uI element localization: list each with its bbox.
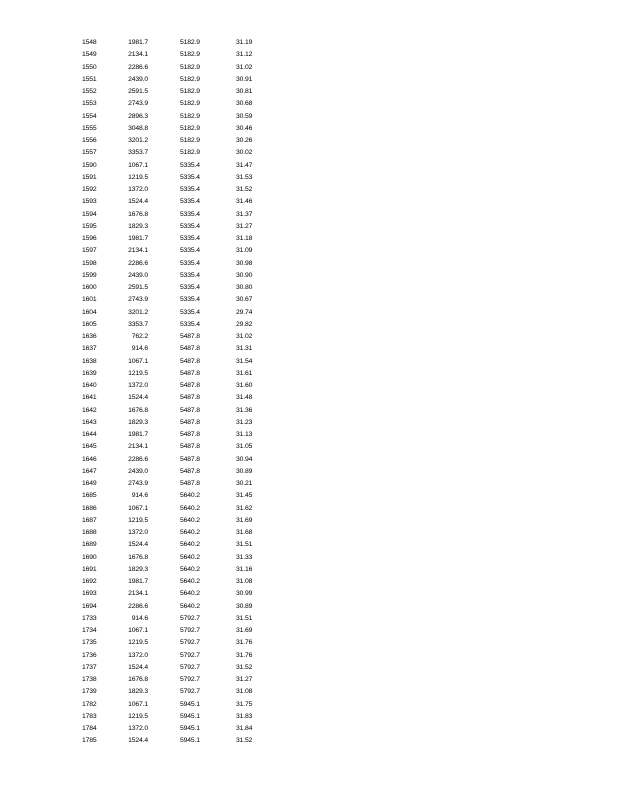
table-row <box>82 429 254 441</box>
row-id-cell: 1735 <box>82 639 97 647</box>
position-cell: 5182.9 <box>180 51 200 59</box>
length-cell: 2286.6 <box>128 63 148 71</box>
value-cell: 31.12 <box>236 51 253 59</box>
length-cell: 1372.0 <box>128 651 148 659</box>
value-cell: 30.59 <box>236 112 253 120</box>
length-cell: 1676.8 <box>128 210 148 218</box>
value-cell: 31.45 <box>236 492 253 500</box>
position-cell: 5945.1 <box>180 725 200 732</box>
table-row <box>82 441 254 453</box>
value-cell: 31.51 <box>236 541 253 549</box>
position-cell: 5182.9 <box>180 100 200 108</box>
table-row <box>82 123 254 135</box>
length-cell: 2134.1 <box>128 247 148 255</box>
position-cell: 5945.1 <box>180 712 200 720</box>
row-id-cell: 1690 <box>82 553 97 561</box>
length-cell: 1981.7 <box>128 39 148 46</box>
value-cell: 31.08 <box>236 688 253 696</box>
table-row <box>82 356 254 368</box>
value-cell: 31.52 <box>236 663 253 671</box>
position-cell: 5640.2 <box>180 602 200 610</box>
length-cell: 1372.0 <box>128 382 148 389</box>
value-cell: 31.54 <box>236 357 253 365</box>
value-cell: 31.27 <box>236 676 253 683</box>
value-cell: 31.48 <box>236 394 253 402</box>
table-row <box>82 699 254 711</box>
length-cell: 1676.8 <box>128 406 148 414</box>
table-row <box>82 368 254 380</box>
row-id-cell: 1552 <box>82 88 97 95</box>
length-cell: 1067.1 <box>128 161 148 169</box>
position-cell: 5487.8 <box>180 418 200 426</box>
value-cell: 31.83 <box>236 712 253 720</box>
length-cell: 1219.5 <box>128 712 148 720</box>
position-cell: 5640.2 <box>180 578 200 585</box>
value-cell: 30.90 <box>236 271 253 279</box>
table-row <box>82 539 254 551</box>
table-row <box>82 392 254 404</box>
value-cell: 31.36 <box>236 406 253 414</box>
length-cell: 762.2 <box>131 333 148 340</box>
position-cell: 5792.7 <box>180 627 200 634</box>
value-cell: 31.76 <box>236 639 253 647</box>
table-row <box>82 307 254 319</box>
value-cell: 31.23 <box>236 418 253 426</box>
table-row <box>82 490 254 502</box>
position-cell: 5487.8 <box>180 345 200 353</box>
position-cell: 5182.9 <box>180 75 200 83</box>
row-id-cell: 1642 <box>82 406 97 414</box>
table-row <box>82 233 254 245</box>
row-id-cell: 1643 <box>82 418 97 426</box>
value-cell: 31.76 <box>236 651 253 659</box>
table-row <box>82 209 254 221</box>
value-cell: 31.75 <box>236 700 253 708</box>
length-cell: 2134.1 <box>128 51 148 59</box>
position-cell: 5487.8 <box>180 333 200 340</box>
row-id-cell: 1593 <box>82 198 97 206</box>
position-cell: 5182.9 <box>180 149 200 157</box>
row-id-cell: 1549 <box>82 51 97 59</box>
position-cell: 5182.9 <box>180 39 200 46</box>
value-cell: 31.52 <box>236 186 253 193</box>
length-cell: 1067.1 <box>128 357 148 365</box>
value-cell: 31.62 <box>236 504 253 512</box>
value-cell: 31.51 <box>236 614 253 622</box>
value-cell: 31.53 <box>236 173 253 181</box>
position-cell: 5182.9 <box>180 124 200 132</box>
length-cell: 2743.9 <box>128 100 148 108</box>
table-row <box>82 674 254 686</box>
length-cell: 2439.0 <box>128 75 148 83</box>
length-cell: 3353.7 <box>128 320 148 328</box>
position-cell: 5335.4 <box>180 222 200 230</box>
table-row <box>82 221 254 233</box>
length-cell: 1219.5 <box>128 516 148 524</box>
row-id-cell: 1645 <box>82 443 97 451</box>
position-cell: 5487.8 <box>180 480 200 487</box>
value-cell: 30.21 <box>236 480 253 487</box>
position-cell: 5487.8 <box>180 431 200 438</box>
position-cell: 5487.8 <box>180 467 200 475</box>
length-cell: 3048.8 <box>128 124 148 132</box>
position-cell: 5640.2 <box>180 590 200 598</box>
row-id-cell: 1692 <box>82 578 97 585</box>
position-cell: 5792.7 <box>180 676 200 683</box>
position-cell: 5335.4 <box>180 271 200 279</box>
row-id-cell: 1554 <box>82 112 97 120</box>
length-cell: 2439.0 <box>128 467 148 475</box>
table-row <box>82 294 254 306</box>
table-row <box>82 515 254 527</box>
row-id-cell: 1600 <box>82 284 97 291</box>
table-row <box>82 405 254 417</box>
table-row <box>82 111 254 123</box>
value-cell: 31.60 <box>236 382 253 389</box>
length-cell: 2439.0 <box>128 271 148 279</box>
row-id-cell: 1551 <box>82 75 97 83</box>
position-cell: 5335.4 <box>180 161 200 169</box>
table-row <box>82 466 254 478</box>
table-row <box>82 711 254 723</box>
table-row <box>82 245 254 257</box>
table-row <box>82 196 254 208</box>
value-cell: 30.89 <box>236 467 253 475</box>
position-cell: 5335.4 <box>180 296 200 304</box>
position-cell: 5487.8 <box>180 455 200 463</box>
position-cell: 5792.7 <box>180 651 200 659</box>
value-cell: 31.47 <box>236 161 253 169</box>
position-cell: 5792.7 <box>180 639 200 647</box>
length-cell: 1829.3 <box>128 418 148 426</box>
length-cell: 1219.5 <box>128 639 148 647</box>
length-cell: 1829.3 <box>128 688 148 696</box>
length-cell: 1981.7 <box>128 431 148 438</box>
position-cell: 5487.8 <box>180 406 200 414</box>
position-cell: 5182.9 <box>180 137 200 144</box>
row-id-cell: 1638 <box>82 357 97 365</box>
value-cell: 31.68 <box>236 529 253 536</box>
row-id-cell: 1596 <box>82 235 97 242</box>
table-row <box>82 331 254 343</box>
value-cell: 30.98 <box>236 259 253 267</box>
length-cell: 2286.6 <box>128 602 148 610</box>
position-cell: 5640.2 <box>180 565 200 573</box>
length-cell: 1067.1 <box>128 700 148 708</box>
value-cell: 31.37 <box>236 210 253 218</box>
table-row <box>82 686 254 698</box>
row-id-cell: 1734 <box>82 627 97 634</box>
value-cell: 31.13 <box>236 431 253 438</box>
row-id-cell: 1595 <box>82 222 97 230</box>
row-id-cell: 1689 <box>82 541 97 549</box>
value-cell: 31.33 <box>236 553 253 561</box>
row-id-cell: 1783 <box>82 712 97 720</box>
table-row <box>82 564 254 576</box>
length-cell: 1372.0 <box>128 725 148 732</box>
length-cell: 1981.7 <box>128 235 148 242</box>
row-id-cell: 1784 <box>82 725 97 732</box>
length-cell: 2591.5 <box>128 284 148 291</box>
table-row <box>82 601 254 613</box>
position-cell: 5487.8 <box>180 443 200 451</box>
row-id-cell: 1649 <box>82 480 97 487</box>
position-cell: 5335.4 <box>180 186 200 193</box>
table-row <box>82 282 254 294</box>
row-id-cell: 1736 <box>82 651 97 659</box>
position-cell: 5335.4 <box>180 198 200 206</box>
value-cell: 31.69 <box>236 516 253 524</box>
table-row <box>82 417 254 429</box>
length-cell: 1676.8 <box>128 676 148 683</box>
length-cell: 1219.5 <box>128 173 148 181</box>
position-cell: 5335.4 <box>180 173 200 181</box>
table-row <box>82 258 254 270</box>
table-row <box>82 343 254 355</box>
length-cell: 2743.9 <box>128 480 148 487</box>
value-cell: 31.16 <box>236 565 253 573</box>
value-cell: 30.67 <box>236 296 253 304</box>
position-cell: 5335.4 <box>180 308 200 316</box>
position-cell: 5945.1 <box>180 737 200 745</box>
row-id-cell: 1550 <box>82 63 97 71</box>
position-cell: 5182.9 <box>180 112 200 120</box>
row-id-cell: 1556 <box>82 137 97 144</box>
row-id-cell: 1737 <box>82 663 97 671</box>
row-id-cell: 1637 <box>82 345 97 353</box>
value-cell: 31.84 <box>236 725 253 732</box>
position-cell: 5640.2 <box>180 529 200 536</box>
table-row <box>82 613 254 625</box>
length-cell: 1524.4 <box>128 737 148 745</box>
length-cell: 914.6 <box>131 345 148 353</box>
row-id-cell: 1688 <box>82 529 97 536</box>
row-id-cell: 1553 <box>82 100 97 108</box>
length-cell: 914.6 <box>131 492 148 500</box>
table-row <box>82 723 254 735</box>
length-cell: 1676.8 <box>128 553 148 561</box>
row-id-cell: 1557 <box>82 149 97 157</box>
position-cell: 5335.4 <box>180 259 200 267</box>
row-id-cell: 1644 <box>82 431 97 438</box>
position-cell: 5640.2 <box>180 516 200 524</box>
position-cell: 5640.2 <box>180 541 200 549</box>
length-cell: 1524.4 <box>128 198 148 206</box>
table-row <box>82 62 254 74</box>
row-id-cell: 1785 <box>82 737 97 745</box>
row-id-cell: 1693 <box>82 590 97 598</box>
row-id-cell: 1639 <box>82 369 97 377</box>
length-cell: 2896.3 <box>128 112 148 120</box>
row-id-cell: 1646 <box>82 455 97 463</box>
value-cell: 30.81 <box>236 88 253 95</box>
row-id-cell: 1605 <box>82 320 97 328</box>
position-cell: 5335.4 <box>180 210 200 218</box>
length-cell: 1067.1 <box>128 504 148 512</box>
value-cell: 30.94 <box>236 455 253 463</box>
row-id-cell: 1597 <box>82 247 97 255</box>
length-cell: 1524.4 <box>128 394 148 402</box>
table-row <box>82 588 254 600</box>
table-row <box>82 662 254 674</box>
data-table <box>82 37 254 748</box>
value-cell: 30.89 <box>236 602 253 610</box>
row-id-cell: 1599 <box>82 271 97 279</box>
row-id-cell: 1598 <box>82 259 97 267</box>
table-row <box>82 478 254 490</box>
row-id-cell: 1685 <box>82 492 97 500</box>
length-cell: 2591.5 <box>128 88 148 95</box>
row-id-cell: 1738 <box>82 676 97 683</box>
length-cell: 2286.6 <box>128 259 148 267</box>
value-cell: 30.91 <box>236 75 253 83</box>
length-cell: 1372.0 <box>128 186 148 193</box>
position-cell: 5792.7 <box>180 614 200 622</box>
table-row <box>82 98 254 110</box>
table-row <box>82 184 254 196</box>
value-cell: 31.61 <box>236 369 253 377</box>
table-row <box>82 637 254 649</box>
table-row <box>82 86 254 98</box>
row-id-cell: 1694 <box>82 602 97 610</box>
length-cell: 2286.6 <box>128 455 148 463</box>
value-cell: 29.74 <box>236 308 253 316</box>
value-cell: 30.80 <box>236 284 253 291</box>
table-row <box>82 503 254 515</box>
row-id-cell: 1739 <box>82 688 97 696</box>
value-cell: 30.46 <box>236 124 253 132</box>
value-cell: 31.18 <box>236 235 253 242</box>
length-cell: 1981.7 <box>128 578 148 585</box>
length-cell: 2134.1 <box>128 443 148 451</box>
table-row <box>82 552 254 564</box>
position-cell: 5182.9 <box>180 88 200 95</box>
value-cell: 31.69 <box>236 627 253 634</box>
value-cell: 31.27 <box>236 222 253 230</box>
value-cell: 30.26 <box>236 137 253 144</box>
row-id-cell: 1687 <box>82 516 97 524</box>
table-row <box>82 576 254 588</box>
length-cell: 1829.3 <box>128 565 148 573</box>
length-cell: 1524.4 <box>128 541 148 549</box>
row-id-cell: 1641 <box>82 394 97 402</box>
length-cell: 3201.2 <box>128 308 148 316</box>
table-row <box>82 37 254 49</box>
table-row <box>82 454 254 466</box>
row-id-cell: 1691 <box>82 565 97 573</box>
table-row <box>82 625 254 637</box>
row-id-cell: 1548 <box>82 39 97 46</box>
length-cell: 2743.9 <box>128 296 148 304</box>
position-cell: 5335.4 <box>180 247 200 255</box>
row-id-cell: 1686 <box>82 504 97 512</box>
value-cell: 31.31 <box>236 345 253 353</box>
value-cell: 31.46 <box>236 198 253 206</box>
row-id-cell: 1592 <box>82 186 97 193</box>
value-cell: 31.02 <box>236 333 253 340</box>
position-cell: 5182.9 <box>180 63 200 71</box>
position-cell: 5640.2 <box>180 553 200 561</box>
value-cell: 30.68 <box>236 100 253 108</box>
length-cell: 1372.0 <box>128 529 148 536</box>
length-cell: 1219.5 <box>128 369 148 377</box>
data-table-body <box>82 37 254 748</box>
position-cell: 5487.8 <box>180 357 200 365</box>
value-cell: 31.09 <box>236 247 253 255</box>
position-cell: 5640.2 <box>180 492 200 500</box>
position-cell: 5640.2 <box>180 504 200 512</box>
table-row <box>82 74 254 86</box>
value-cell: 30.02 <box>236 149 253 157</box>
row-id-cell: 1647 <box>82 467 97 475</box>
table-row <box>82 650 254 662</box>
value-cell: 29.82 <box>236 320 253 328</box>
table-row <box>82 147 254 159</box>
length-cell: 2134.1 <box>128 590 148 598</box>
table-row <box>82 270 254 282</box>
table-row <box>82 172 254 184</box>
table-row <box>82 319 254 331</box>
value-cell: 31.05 <box>236 443 253 451</box>
value-cell: 31.19 <box>236 39 253 46</box>
row-id-cell: 1591 <box>82 173 97 181</box>
value-cell: 31.08 <box>236 578 253 585</box>
row-id-cell: 1640 <box>82 382 97 389</box>
row-id-cell: 1733 <box>82 614 97 622</box>
position-cell: 5487.8 <box>180 394 200 402</box>
position-cell: 5945.1 <box>180 700 200 708</box>
length-cell: 914.6 <box>131 614 148 622</box>
row-id-cell: 1782 <box>82 700 97 708</box>
length-cell: 1524.4 <box>128 663 148 671</box>
length-cell: 1829.3 <box>128 222 148 230</box>
table-row <box>82 380 254 392</box>
position-cell: 5335.4 <box>180 235 200 242</box>
table-row <box>82 160 254 172</box>
position-cell: 5335.4 <box>180 320 200 328</box>
length-cell: 3201.2 <box>128 137 148 144</box>
table-row <box>82 135 254 147</box>
table-row <box>82 49 254 61</box>
value-cell: 30.99 <box>236 590 253 598</box>
position-cell: 5487.8 <box>180 382 200 389</box>
row-id-cell: 1604 <box>82 308 97 316</box>
length-cell: 3353.7 <box>128 149 148 157</box>
value-cell: 31.02 <box>236 63 253 71</box>
row-id-cell: 1601 <box>82 296 97 304</box>
row-id-cell: 1555 <box>82 124 97 132</box>
row-id-cell: 1636 <box>82 333 97 340</box>
table-row <box>82 735 254 747</box>
position-cell: 5792.7 <box>180 663 200 671</box>
position-cell: 5335.4 <box>180 284 200 291</box>
position-cell: 5792.7 <box>180 688 200 696</box>
value-cell: 31.52 <box>236 737 253 745</box>
table-row <box>82 527 254 539</box>
length-cell: 1067.1 <box>128 627 148 634</box>
row-id-cell: 1594 <box>82 210 97 218</box>
position-cell: 5487.8 <box>180 369 200 377</box>
row-id-cell: 1590 <box>82 161 97 169</box>
